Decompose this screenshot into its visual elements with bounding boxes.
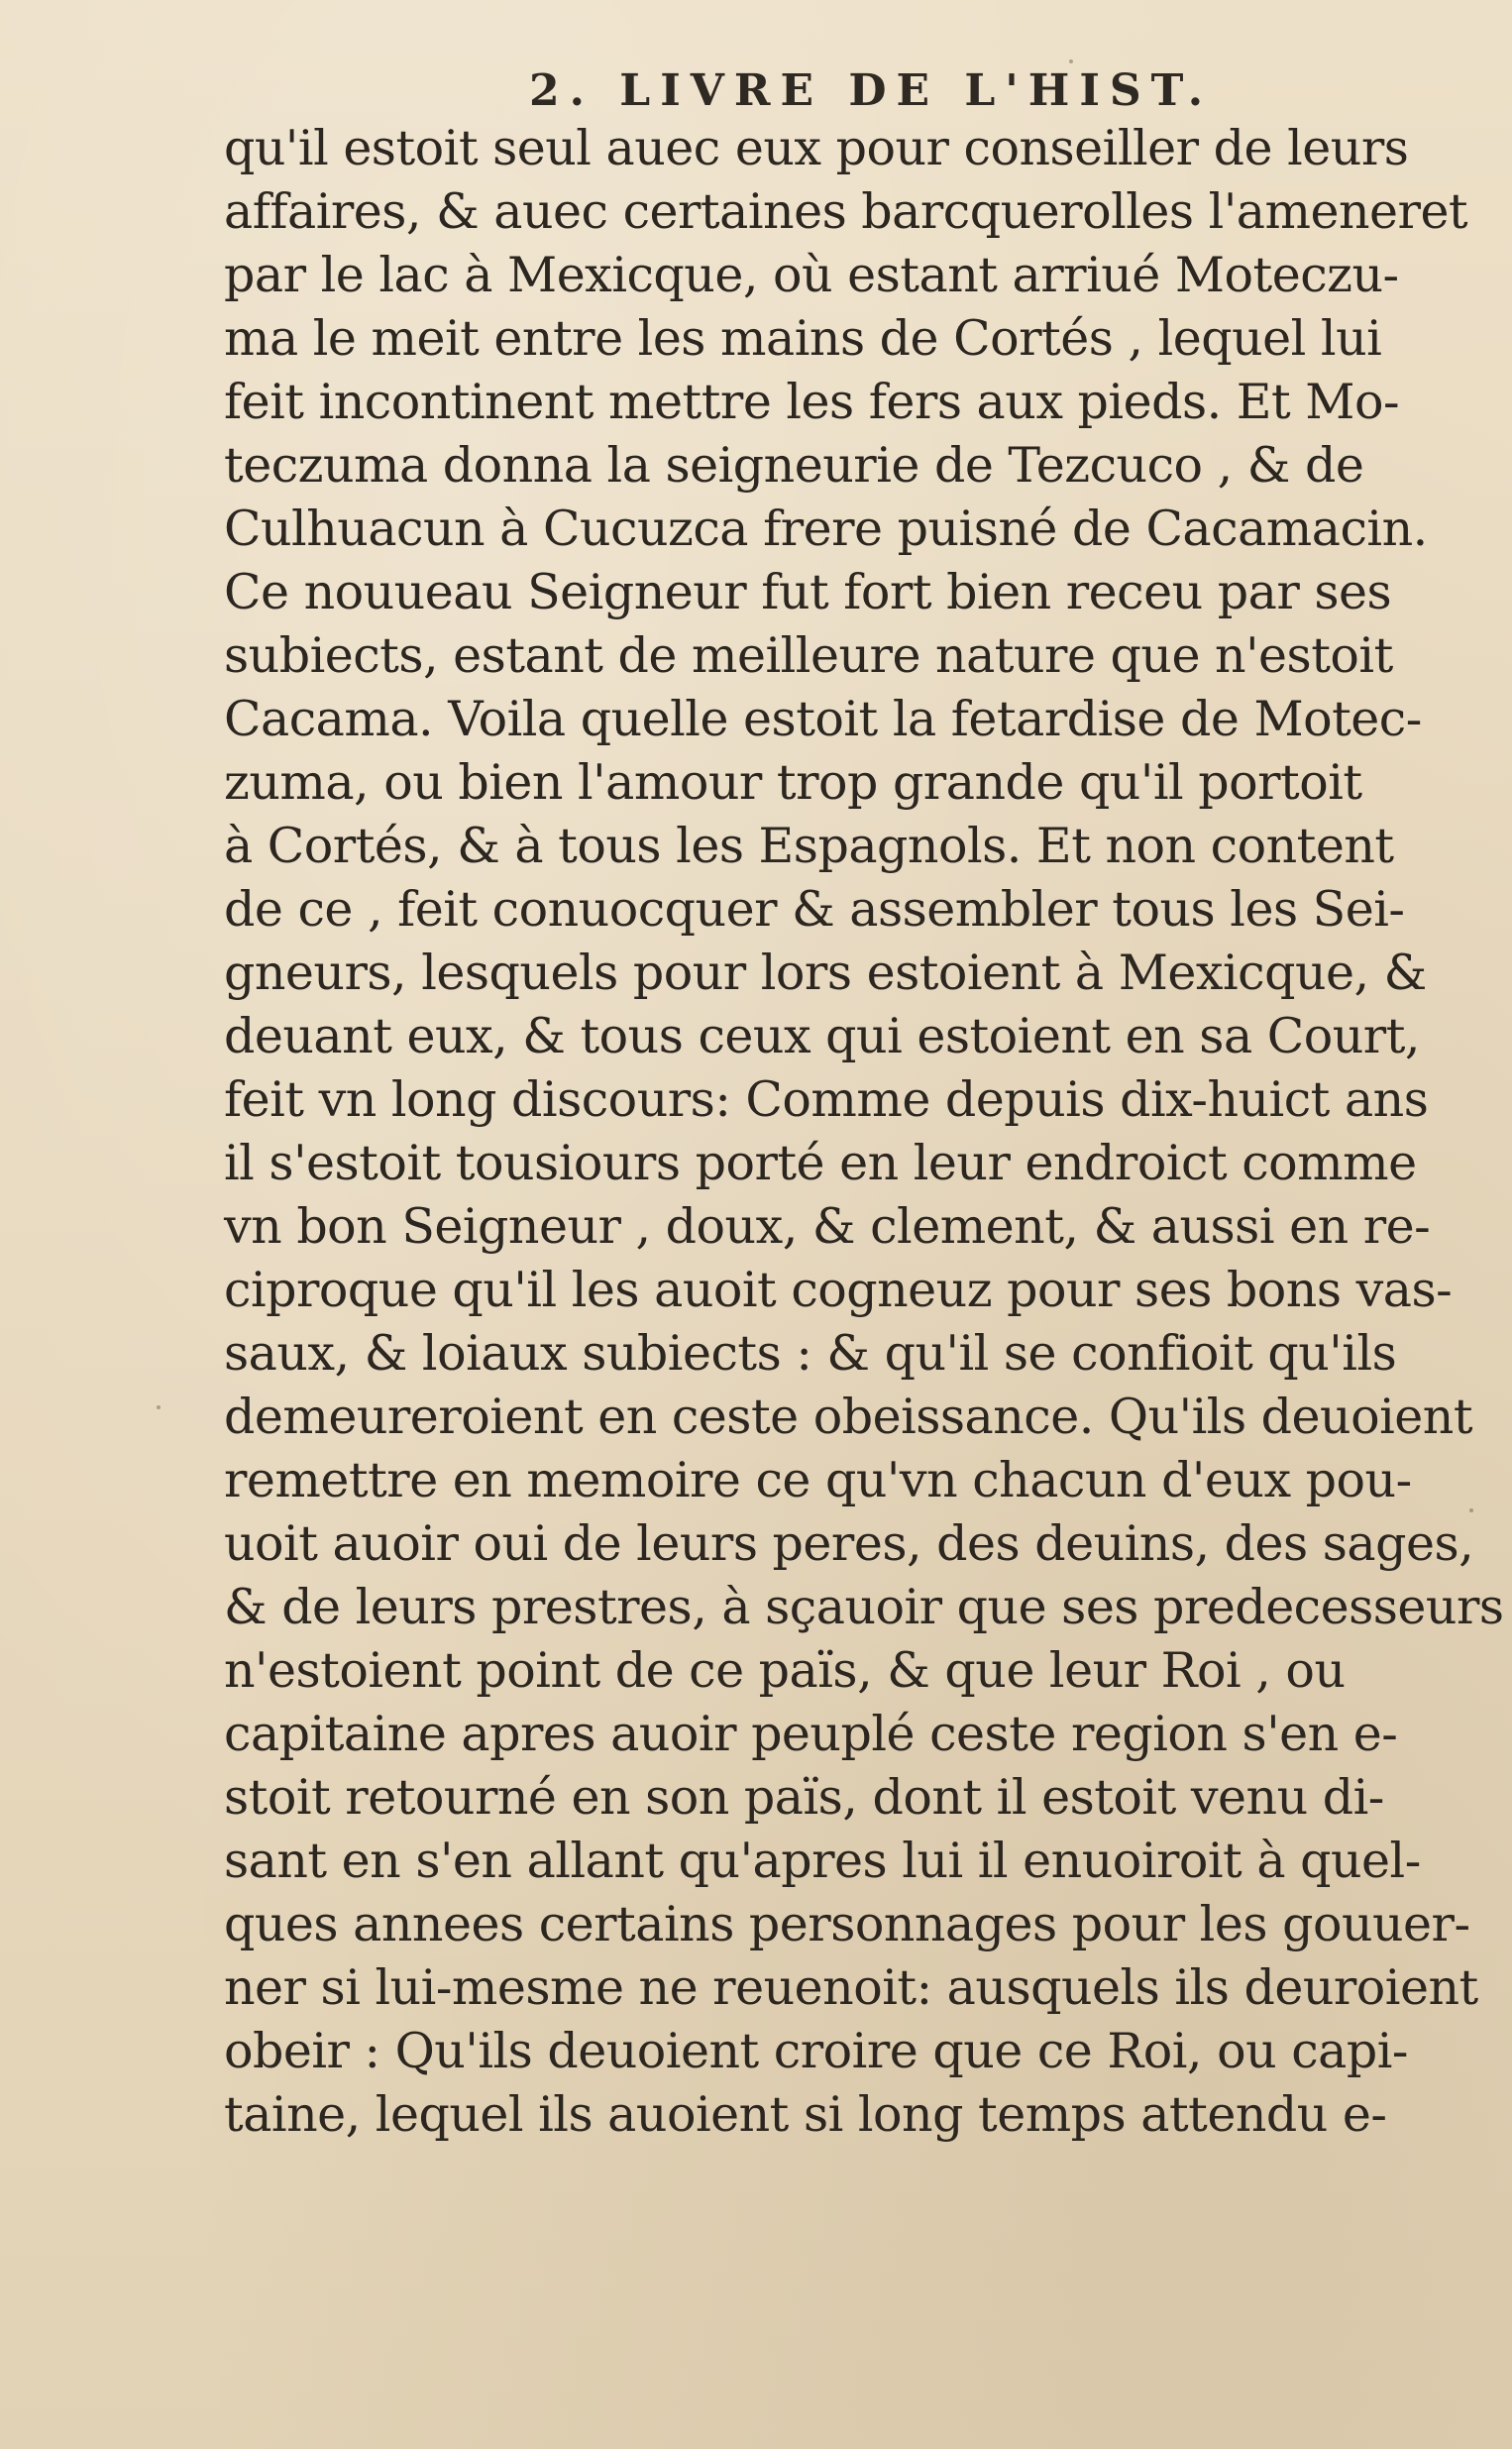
text-line: à Cortés, & à tous les Espagnols. Et non content — [224, 818, 1394, 874]
paper-speck — [157, 1405, 161, 1409]
text-line: stoit retourné en son païs, dont il estoit venu di- — [224, 1769, 1384, 1826]
text-line: ciproque qu'il les auoit cogneuz pour ses bons vas- — [224, 1262, 1453, 1318]
text-line: feit incontinent mettre les fers aux pieds. Et Mo- — [224, 374, 1400, 430]
paper-speck — [1469, 1508, 1473, 1512]
text-line: taine, lequel ils auoient si long temps attendu e- — [224, 2086, 1387, 2143]
text-line: par le lac à Mexicque, où estant arriué Moteczu- — [224, 247, 1399, 303]
text-line: n'estoient point de ce païs, & que leur Roi , ou — [224, 1642, 1346, 1699]
text-line: gneurs, lesquels pour lors estoient à Mexicque, & — [224, 945, 1427, 1001]
text-line: ner si lui-mesme ne reuenoit: ausquels ils deuroient — [224, 1959, 1478, 2016]
text-line: qu'il estoit seul auec eux pour conseiller de leurs — [224, 120, 1409, 176]
text-line: ques annees certains personnages pour les gouuer- — [224, 1896, 1470, 1952]
text-line: ma le meit entre les mains de Cortés , lequel lui — [224, 310, 1382, 367]
text-line: deuant eux, & tous ceux qui estoient en sa Court, — [224, 1008, 1420, 1064]
text-line: affaires, & auec certaines barcquerolles l'ameneret — [224, 183, 1468, 240]
text-line: subiects, estant de meilleure nature que n'estoit — [224, 627, 1393, 684]
text-line: feit vn long discours: Comme depuis dix-huict ans — [224, 1071, 1429, 1128]
body-text — [224, 117, 1504, 2228]
text-line: il s'estoit tousiours porté en leur endroict comme — [224, 1135, 1417, 1191]
text-line: demeureroient en ceste obeissance. Qu'ils deuoient — [224, 1389, 1473, 1445]
text-line: Cacama. Voila quelle estoit la fetardise de Motec- — [224, 691, 1422, 747]
text-line: uoit auoir oui de leurs peres, des deuins, des sages, — [224, 1515, 1474, 1572]
text-line: Ce nouueau Seigneur fut fort bien receu par ses — [224, 564, 1392, 620]
text-line: teczuma donna la seigneurie de Tezcuco , & de — [224, 437, 1364, 494]
text-line: capitaine apres auoir peuplé ceste region s'en e- — [224, 1706, 1398, 1762]
text-line: saux, & loiaux subiects : & qu'il se confioit qu'ils — [224, 1325, 1397, 1382]
text-line: sant en s'en allant qu'apres lui il enuoiroit à quel- — [224, 1833, 1421, 1889]
text-line: Culhuacun à Cucuzca frere puisné de Cacamacin. — [224, 501, 1428, 557]
paper-speck — [1069, 59, 1073, 63]
text-line: zuma, ou bien l'amour trop grande qu'il portoit — [224, 754, 1362, 811]
running-head: 2. LIVRE DE L'HIST. — [529, 65, 1214, 116]
text-line: remettre en memoire ce qu'vn chacun d'eux pou- — [224, 1452, 1412, 1508]
text-line: vn bon Seigneur , doux, & clement, & aussi en re- — [224, 1198, 1431, 1255]
text-line: de ce , feit conuocquer & assembler tous les Sei- — [224, 881, 1405, 938]
text-line: & de leurs prestres, à sçauoir que ses predecesseurs — [224, 1579, 1504, 1635]
text-line: obeir : Qu'ils deuoient croire que ce Roi, ou capi- — [224, 2023, 1408, 2079]
